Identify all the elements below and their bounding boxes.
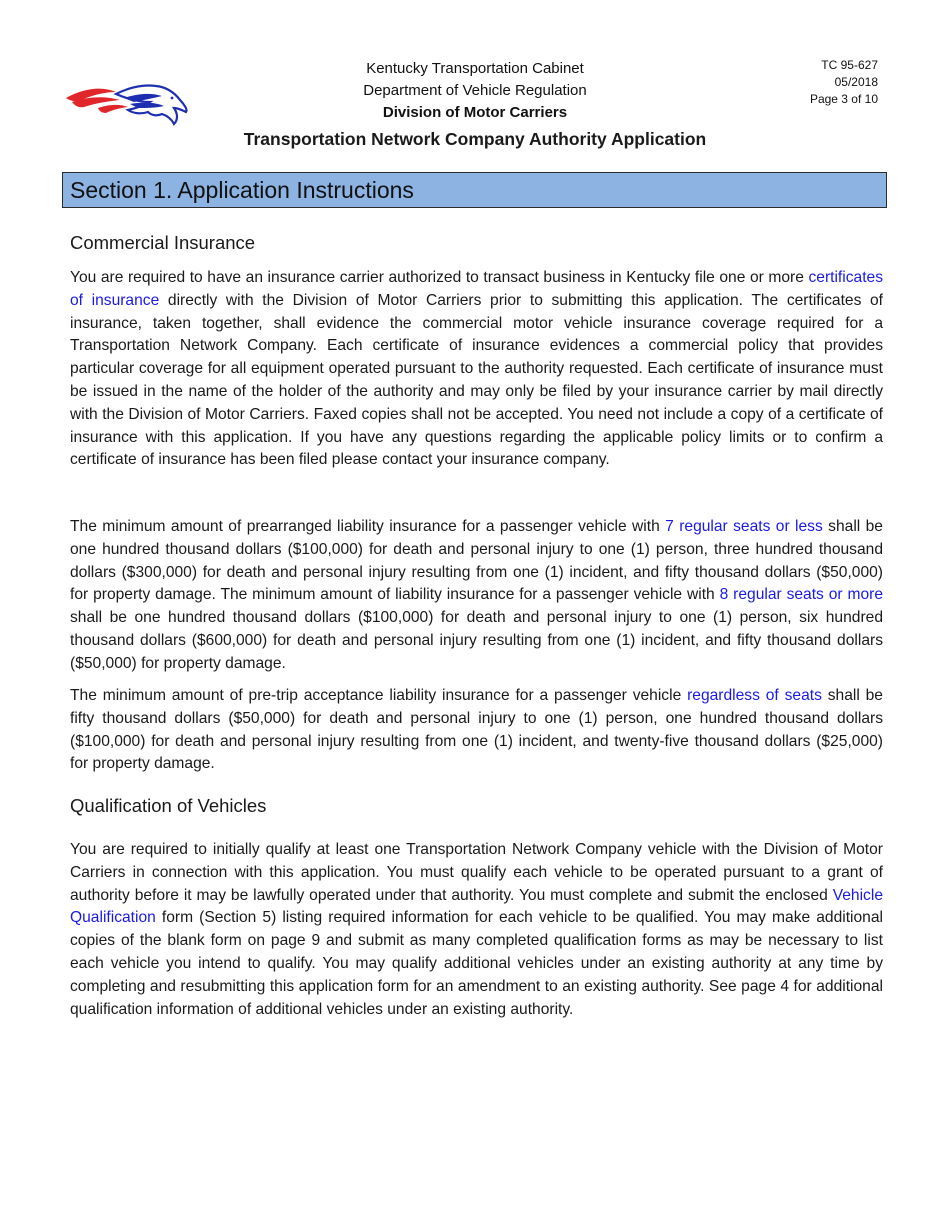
qualification-heading: Qualification of Vehicles xyxy=(70,795,267,816)
eight-seats-link[interactable]: 8 regular seats or more xyxy=(719,586,883,604)
regardless-of-seats-link[interactable]: regardless of seats xyxy=(687,687,822,704)
form-info xyxy=(810,57,878,108)
text: shall be fifty thousand dollars ($50,000) for death and personal injury to one (1) person, one hundred thousand dollars ($100,000) for death and personal injury resulting from one (1) incident, and twenty-five thousand dollars ($25,000) for property damage. xyxy=(70,687,883,773)
division-name: Division of Motor Carriers xyxy=(382,104,568,121)
text: directly with the Division of Motor Carriers prior to submitting this application. The certificates of insurance, taken together, shall evidence the commercial motor vehicle insurance coverage required for a Transportation Network Company. Each certificate of insurance evidences a commercial policy that provides particular coverage for all equipment operated pursuant to the authority requested. Each certificate of insurance must be issued in the name of the holder of the authority and may only be filed by your insurance carrier by mail directly with the Division of Motor Carriers. Faxed copies shall not be accepted. You need not include a copy of a certificate of insurance with this application. If you have any questions regarding the applicable policy limits or to confirm a certificate of insurance has been filed please contact your insurance company. xyxy=(70,291,884,469)
insurance-paragraph-1 xyxy=(70,267,883,472)
insurance-paragraph-2 xyxy=(70,516,883,676)
department-name: Department of Vehicle Regulation xyxy=(363,82,587,99)
text: shall be one hundred thousand dollars ($100,000) for death and personal injury to one (1) person, three hundred thousand dollars ($300,000) for death and personal injury resulting from one (1) incident, and fifty thousand dollars ($50,000) for property damage. The minimum amount of liability insurance for a passenger vehicle with xyxy=(70,518,883,604)
text: form (Section 5) listing required information for each vehicle to be qualified. You may make additional copies of the blank form on page 9 and submit as many completed qualification forms as may be necessary to list each vehicle you intend to qualify. You may qualify additional vehicles under an existing authority at any time by completing and resubmitting this application form for an amendment to an existing authority. See page 4 for additional qualification information of additional vehicles under an existing authority. xyxy=(70,909,883,1018)
text: The minimum amount of prearranged liability insurance for a passenger vehicle with xyxy=(70,518,666,535)
insurance-paragraph-3 xyxy=(70,685,883,776)
form-date: 05/2018 xyxy=(834,75,878,89)
section-title-bar: Section 1. Application Instructions xyxy=(62,172,887,208)
text: shall be one hundred thousand dollars ($100,000) for death and personal injury to one (1) person, six hundred thousand dollars ($600,000) for death and personal injury resulting from one (1) incident, and fifty thousand dollars ($50,000) for property damage. xyxy=(70,609,883,672)
qualification-paragraph xyxy=(70,839,883,1021)
cabinet-name: Kentucky Transportation Cabinet xyxy=(366,60,584,77)
certificates-of-insurance-link[interactable]: certificates of insurance xyxy=(70,269,883,309)
vehicle-qualification-link[interactable]: Vehicle Qualification xyxy=(70,886,883,927)
page-number: Page 3 of 10 xyxy=(809,92,878,106)
form-number: TC 95-627 xyxy=(821,58,878,72)
text: You are required to have an insurance carrier authorized to transact business in Kentucky file one or more xyxy=(70,269,809,286)
document-title: Transportation Network Company Authority Application xyxy=(243,129,707,149)
text: The minimum amount of pre-trip acceptance liability insurance for a passenger vehicle xyxy=(70,687,688,704)
commercial-insurance-heading: Commercial Insurance xyxy=(70,232,256,253)
document-header xyxy=(0,58,950,152)
seven-seats-link[interactable]: 7 regular seats or less xyxy=(665,518,823,535)
text: You are required to initially qualify at least one Transportation Network Company vehicle with the Division of Motor Carriers in connection with this application. You must qualify each vehicle to be operated pursuant to a grant of authority before it may be lawfully operated under that authority. You must complete and submit the enclosed xyxy=(70,841,883,904)
